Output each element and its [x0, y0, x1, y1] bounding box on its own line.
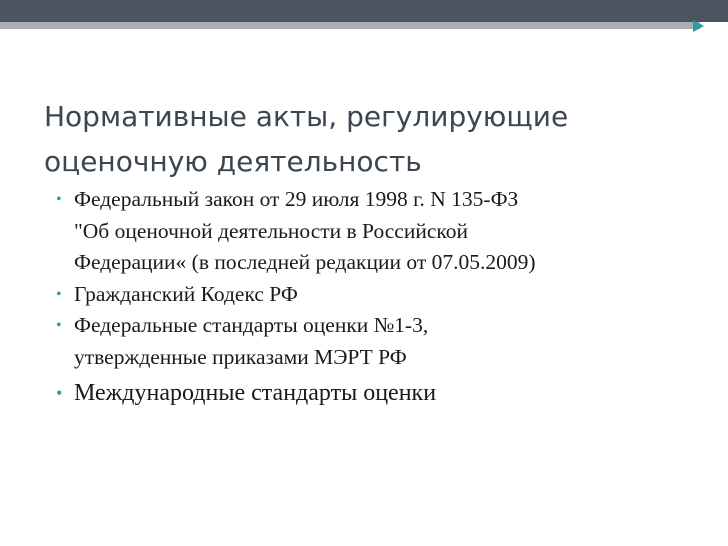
bullet-line: Гражданский Кодекс РФ — [74, 281, 298, 306]
accent-strip — [0, 22, 700, 29]
header-bar — [0, 0, 728, 22]
bullet-line: "Об оценочной деятельности в Российской — [74, 218, 469, 243]
bullet-line: Международные стандарты оценки — [74, 380, 437, 406]
accent-arrow-icon — [693, 20, 704, 32]
bullet-marker-icon: • — [56, 317, 62, 334]
title-line: Нормативные акты, регулирующие — [44, 100, 569, 133]
bullet-marker-icon: • — [56, 285, 62, 303]
bullet-marker-icon: • — [56, 191, 62, 208]
bullet-line: утвержденные приказами МЭРТ РФ — [74, 344, 407, 369]
bullet-line: Федеральный закон от 29 июля 1998 г. N 135-ФЗ — [74, 187, 519, 211]
bullet-list — [56, 184, 706, 411]
bullet-line: Федерации« (в последней редакции от 07.05.2009) — [74, 250, 536, 274]
bullet-marker-icon: • — [56, 383, 63, 403]
bullet-line: Федеральные стандарты оценки №1-3, — [74, 313, 429, 337]
bullet-item — [56, 310, 706, 373]
bullet-item — [56, 279, 706, 311]
slide-title — [44, 94, 694, 184]
bullet-item — [56, 375, 706, 411]
bullet-item — [56, 184, 706, 279]
title-line: оценочную деятельность — [44, 145, 422, 178]
